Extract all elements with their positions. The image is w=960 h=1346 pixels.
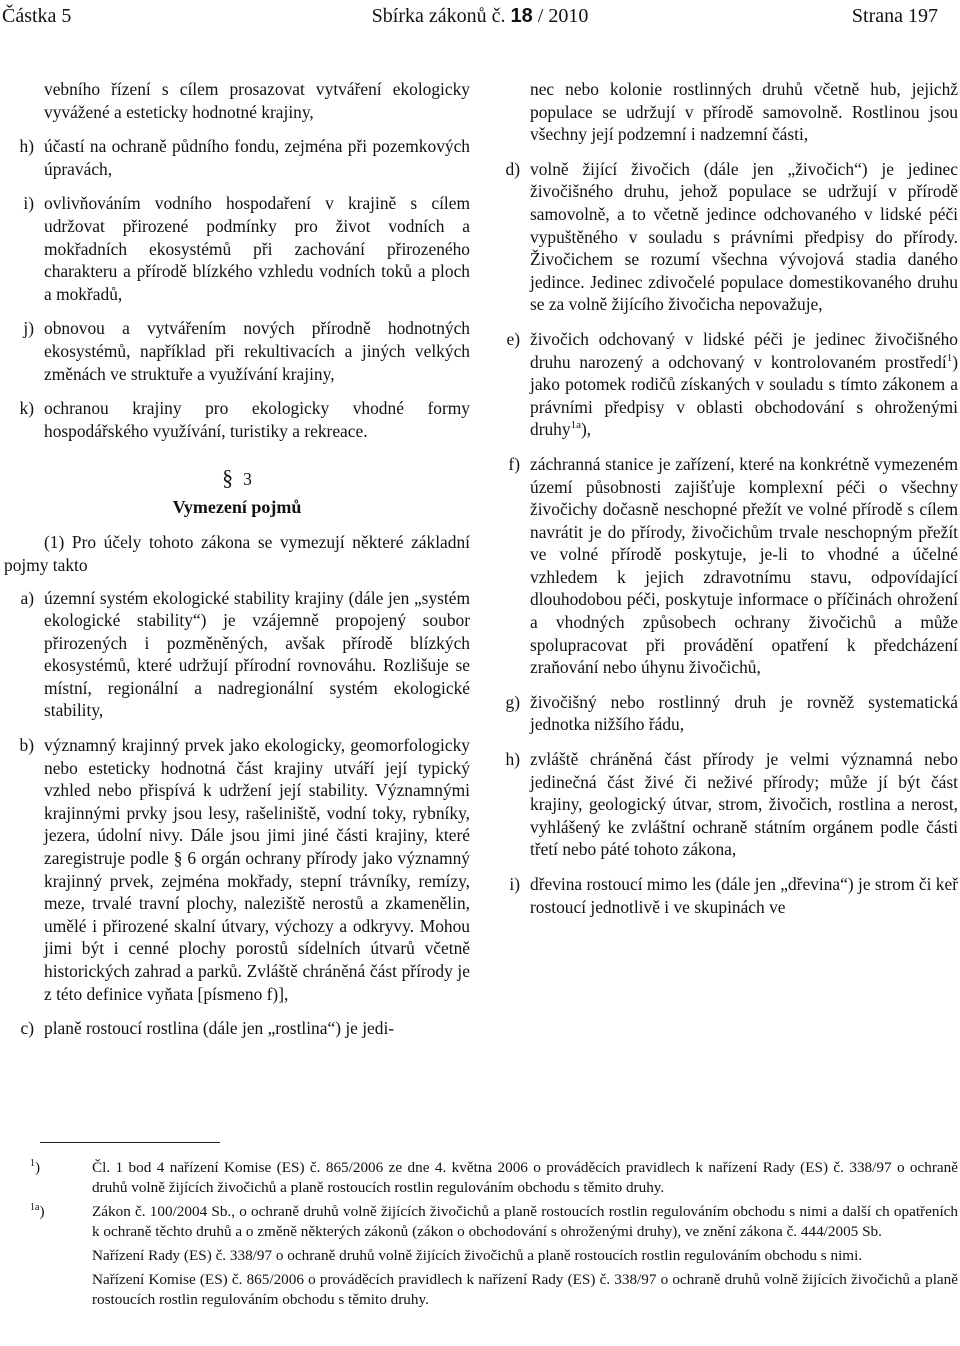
footnotes [30, 1158, 958, 1314]
list-item-j [4, 317, 470, 385]
footnote-1 [30, 1158, 958, 1198]
section-heading [4, 466, 470, 519]
item-label: d) [505, 158, 520, 179]
continued-item-g: vebního řízení s cílem prosazovat vytváření ekologicky vyvážené a esteticky hodnotné krajiny, [44, 79, 470, 122]
item-label: e) [506, 328, 520, 349]
item-label: f) [508, 453, 520, 474]
item-text: planě rostoucí rostlina (dále jen „rostlina“) je jedi- [44, 1018, 395, 1039]
item-text: obnovou a vytvářením nových přírodně hodnotných ekosystémů, například při rekultivacích a jiných velkých změnách ve struktuře a využívání krajiny, [44, 318, 470, 384]
footnote-text: Nařízení Rady (ES) č. 338/97 o ochraně druhů volně žijících živočichů a planě rostoucích rostlin regulováním obchodu s nimi. [92, 1247, 863, 1264]
definition-c [4, 1017, 470, 1040]
collection-prefix: Sbírka zákonů č. [371, 5, 506, 27]
footnote-mark-number: 1a [30, 1201, 40, 1213]
definition-d [490, 158, 958, 316]
item-label: h) [505, 749, 520, 770]
footnote-ref-1a[interactable]: 1a [570, 419, 581, 432]
definition-f [490, 453, 958, 679]
footnote-mark: $^{1a}$) [30, 1201, 45, 1220]
definition-g [490, 691, 958, 736]
item-label: i) [23, 193, 34, 214]
section-title: Vymezení pojmů [172, 497, 302, 518]
list-item-k [4, 397, 470, 442]
item-label: b) [19, 735, 34, 756]
item-text [530, 329, 958, 439]
definition-e [490, 328, 958, 441]
footnote-ref-1[interactable]: 1 [946, 351, 953, 364]
definition-a [4, 587, 470, 723]
item-label: c) [20, 1018, 34, 1039]
item-text: územní systém ekologické stability krajiny (dále jen „systém ekologické stability“) je vzájemně propojený soubor přirozených i pozměněných, avšak přírodě blízkých ekosystémů, které udržují přírodní rovnováhu. Rozlišuje se místní, regionální a nadregionální systém ekologické stability, [44, 587, 470, 721]
list-item-h [4, 135, 470, 180]
item-text: zvláště chráněná část přírody je velmi významná nebo jedinečná část živé či neživé přírody; může jí být část krajiny, geologický útvar, strom, živočich, rostlina a nerost, vyhlášený ke zvláštní ochraně státním orgánem podle části třetí nebo páté tohoto zákona, [530, 749, 958, 860]
section-number-value: 3 [243, 469, 252, 490]
page-number: Strana 197 [851, 5, 938, 27]
part-number: Částka 5 [2, 5, 72, 27]
item-text: ovlivňováním vodního hospodaření v krajině s cílem udržovat přirozené podmínky pro život vodních a mokřadních ekosystémů při zachování přirozeného charakteru a přírodě blízkého vzhledu vodních toků a ploch a mokřadů, [44, 193, 470, 304]
item-label: i) [509, 874, 520, 894]
left-column [4, 78, 470, 1052]
right-column [490, 78, 958, 930]
text-part: ) jako potomek rodičů získaných v souladu s tímto zákonem a právními předpisy v oblasti obchodování s ohroženými druhy [530, 351, 958, 440]
item-label: j) [23, 318, 34, 339]
item-label: g) [505, 691, 520, 712]
footnote-text: Čl. 1 bod 4 nařízení Komise (ES) č. 865/2006 ze dne 4. května 2006 o prováděcích pravidlech k nařízení Rady (ES) č. 338/97 o ochraně druhů volně žijících živočichů a planě rostoucích rostlin regulováním obchodu s těmito druhy. [92, 1159, 958, 1196]
footnote-divider [40, 1142, 220, 1143]
footnote-1a [30, 1202, 958, 1310]
item-text: ochranou krajiny pro ekologicky vhodné formy hospodářského využívání, turistiky a rekreace. [44, 398, 470, 441]
law-year: / 2010 [537, 5, 589, 27]
definition-i [490, 873, 958, 918]
section-sign: § [222, 465, 234, 491]
definition-h [490, 748, 958, 861]
law-number: 18 [510, 5, 533, 27]
text-part: ), [580, 419, 592, 440]
text-part: živočich odchovaný v lidské péči je jedinec živočišného druhu narozený a odchovaný v kontrolovaném prostředí [530, 328, 958, 372]
page-header [0, 2, 960, 32]
list-item-i [4, 192, 470, 305]
item-label: a) [20, 587, 34, 608]
item-text: účastí na ochraně půdního fondu, zejména při pozemkových úpravách, [44, 136, 470, 179]
item-text: dřevina rostoucí mimo les (dále jen „dřevina“) je strom či keř rostoucí jednotlivě i ve skupinách ve [530, 874, 958, 917]
definition-b [4, 734, 470, 1005]
item-text: významný krajinný prvek jako ekologicky, geomorfologicky nebo esteticky hodnotná část krajiny utváří její typický vzhled nebo přispívá k udržení její stability. Významnými krajinnými prvky jsou lesy, rašeliniště, vodní toky, rybníky, jezera, údolní nivy. Dále jsou jimi jiné části krajiny, které zaregistruje podle § 6 orgán ochrany přírody jako významný krajinný prvek, zejména mokřady, stepní trávníky, remízy, meze, trvalé travní plochy, naleziště nerostů a zkamenělin, umělé i přirozené skalní útvary, výchozy a odkryvy. Mohou jimi být i cenné plochy porostů sídelních útvarů včetně historických zahrad a parků. Zvláště chráněná část přírody je z této definice vyňata [písmeno f)], [44, 735, 470, 1004]
footnote-mark-number: 1 [30, 1157, 35, 1169]
footnote-mark: $^1$) [30, 1157, 41, 1176]
paragraph-1-intro: (1) Pro účely tohoto zákona se vymezují některé základní pojmy takto [4, 532, 470, 575]
continued-definition-c: nec nebo kolonie rostlinných druhů včetně hub, jejichž populace se udržují v přírodě samovolně. Rostlinou jsou všechny její podzemní i nadzemní části, [530, 79, 958, 145]
footnote-text: Nařízení Komise (ES) č. 865/2006 o prováděcích pravidlech k nařízení Rady (ES) č. 338/97 o ochraně druhů volně žijících živočichů a planě rostoucích rostlin regulováním obchodu s těmito druhy. [92, 1271, 958, 1308]
item-label: k) [19, 398, 34, 419]
item-label: h) [19, 136, 34, 157]
item-text: volně žijící živočich (dále jen „živočich“) je jedinec živočišného druhu, jehož populace se udržují v přírodě samovolně, a to včetně jedince odchovaného v lidské péči vypuštěného v souladu s právními předpisy do přírody. Živočichem se rozumí všechna vývojová stadia daného jedince. Jedinec zdivočelé populace domestikovaného druhu se za volně žijícího živočicha nepovažuje, [530, 158, 958, 315]
section-number [4, 466, 470, 491]
footnote-text: Zákon č. 100/2004 Sb., o ochraně druhů volně žijících živočichů a planě rostoucích rostlin regulováním obchodu s nimi a další ch opatřeních k ochraně těchto druhů a o změně některých zákonů (zákon o obchodování s ohroženými druhy), ve znění zákona č. 444/2005 Sb. [92, 1203, 958, 1240]
collection-title [0, 2, 960, 30]
item-text: záchranná stanice je zařízení, které na konkrétně vymezeném území působnosti zajišťuje komplexní péči o všechny živočichy dočasně neschopné přežít ve volné přírodě s cílem navrátit je do přírody, živočichům trvale neschopným přežít ve volné přírodě poskytuje, je-li to vhodné a účelné vzhledem k jejich zdravotnímu stavu, odpovídající dlouhodobou péči, poskytuje informace o příčinách ohrožení a vhodných způsobech ochrany živočichů a může spolupracovat při provádění opatření k předcházení zraňování nebo úhynu živočichů, [530, 453, 958, 678]
item-text: živočišný nebo rostlinný druh je rovněž systematická jednotka nižšího řádu, [530, 691, 958, 735]
